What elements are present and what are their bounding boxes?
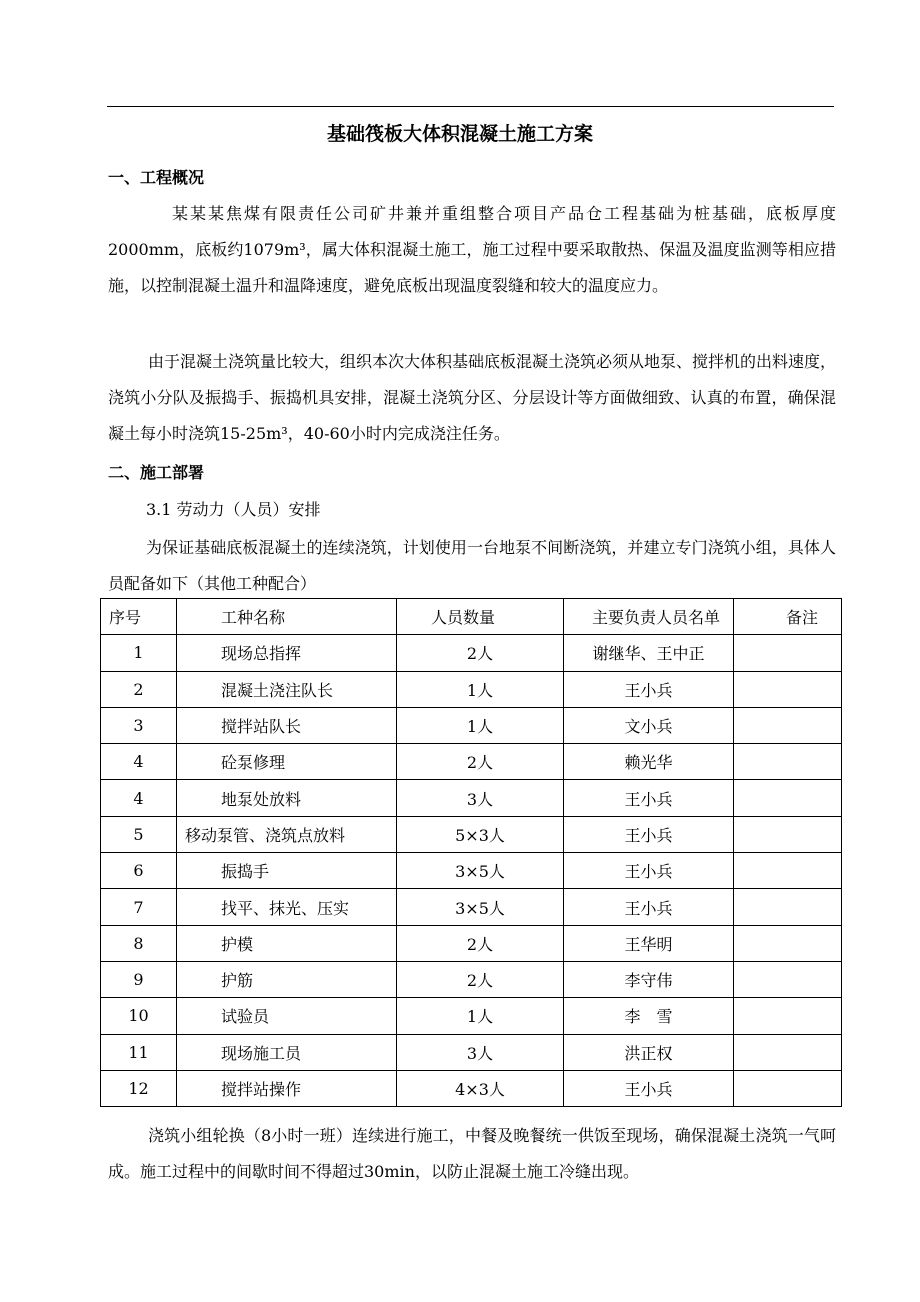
cell-names: 李守伟 bbox=[564, 961, 734, 997]
cell-count: 4×3人 bbox=[397, 1070, 564, 1106]
header-count: 人员数量 bbox=[397, 599, 564, 635]
cell-note bbox=[734, 707, 842, 743]
cell-count: 1人 bbox=[397, 707, 564, 743]
cell-count: 3人 bbox=[397, 780, 564, 816]
cell-names: 王小兵 bbox=[564, 816, 734, 852]
cell-count: 1人 bbox=[397, 671, 564, 707]
cell-job: 振捣手 bbox=[177, 853, 397, 889]
cell-no: 11 bbox=[101, 1034, 177, 1070]
section-heading-deployment: 二、施工部署 bbox=[108, 463, 205, 482]
cell-job: 护模 bbox=[177, 925, 397, 961]
staff-table bbox=[100, 598, 842, 1107]
cell-job: 移动泵管、浇筑点放料 bbox=[177, 816, 397, 852]
cell-note bbox=[734, 925, 842, 961]
cell-no: 12 bbox=[101, 1070, 177, 1106]
cell-count: 5×3人 bbox=[397, 816, 564, 852]
cell-names: 文小兵 bbox=[564, 707, 734, 743]
table-row bbox=[101, 780, 842, 816]
overview-paragraph-2: 由于混凝土浇筑量比较大，组织本次大体积基础底板混凝土浇筑必须从地泵、搅拌机的出料速度，浇筑小分队及振捣手、振捣机具安排，混凝土浇筑分区、分层设计等方面做细致、认真的布置，确保混凝土每小时浇筑15-25m³，40-60小时内完成浇注任务。 bbox=[108, 352, 837, 443]
cell-note bbox=[734, 998, 842, 1034]
cell-note bbox=[734, 889, 842, 925]
cell-job: 砼泵修理 bbox=[177, 744, 397, 780]
table-header-row bbox=[101, 599, 842, 635]
cell-note bbox=[734, 1070, 842, 1106]
cell-job: 找平、抹光、压实 bbox=[177, 889, 397, 925]
cell-names: 谢继华、王中正 bbox=[564, 635, 734, 671]
cell-job: 现场施工员 bbox=[177, 1034, 397, 1070]
cell-count: 3人 bbox=[397, 1034, 564, 1070]
table-row bbox=[101, 961, 842, 997]
labor-intro-paragraph: 为保证基础底板混凝土的连续浇筑，计划使用一台地泵不间断浇筑，并建立专门浇筑小组，具体人员配备如下（其他工种配合） bbox=[108, 538, 836, 593]
cell-names: 王小兵 bbox=[564, 889, 734, 925]
cell-no: 9 bbox=[101, 961, 177, 997]
cell-names: 洪正权 bbox=[564, 1034, 734, 1070]
labor-outro-paragraph: 浇筑小组轮换（8小时一班）连续进行施工，中餐及晚餐统一供饭至现场，确保混凝土浇筑一气呵成。施工过程中的间歇时间不得超过30min，以防止混凝土施工冷缝出现。 bbox=[108, 1126, 836, 1181]
cell-note bbox=[734, 961, 842, 997]
cell-names: 王小兵 bbox=[564, 780, 734, 816]
cell-names: 赖光华 bbox=[564, 744, 734, 780]
cell-job: 地泵处放料 bbox=[177, 780, 397, 816]
header-job: 工种名称 bbox=[177, 599, 397, 635]
cell-note bbox=[734, 744, 842, 780]
table-row bbox=[101, 853, 842, 889]
cell-note bbox=[734, 816, 842, 852]
table-row bbox=[101, 744, 842, 780]
cell-count: 2人 bbox=[397, 744, 564, 780]
table-row bbox=[101, 1034, 842, 1070]
table-row bbox=[101, 925, 842, 961]
cell-count: 3×5人 bbox=[397, 853, 564, 889]
cell-note bbox=[734, 853, 842, 889]
cell-no: 4 bbox=[101, 780, 177, 816]
document-title: 基础筏板大体积混凝土施工方案 bbox=[326, 123, 593, 145]
cell-note bbox=[734, 1034, 842, 1070]
subsection-heading-labor: 3.1 劳动力（人员）安排 bbox=[146, 500, 321, 519]
table-row bbox=[101, 889, 842, 925]
cell-names: 王华明 bbox=[564, 925, 734, 961]
cell-names: 王小兵 bbox=[564, 853, 734, 889]
table-row bbox=[101, 816, 842, 852]
cell-note bbox=[734, 780, 842, 816]
cell-count: 2人 bbox=[397, 635, 564, 671]
cell-no: 1 bbox=[101, 635, 177, 671]
cell-no: 7 bbox=[101, 889, 177, 925]
section-heading-overview: 一、工程概况 bbox=[108, 168, 205, 187]
header-no: 序号 bbox=[101, 599, 177, 635]
cell-job: 搅拌站队长 bbox=[177, 707, 397, 743]
header-rule bbox=[107, 106, 834, 107]
cell-names: 王小兵 bbox=[564, 1070, 734, 1106]
cell-no: 3 bbox=[101, 707, 177, 743]
cell-job: 混凝土浇注队长 bbox=[177, 671, 397, 707]
header-note: 备注 bbox=[734, 599, 842, 635]
overview-paragraph-1: 某某某焦煤有限责任公司矿井兼并重组整合项目产品仓工程基础为桩基础，底板厚度2000mm，底板约1079m³，属大体积混凝土施工，施工过程中要采取散热、保温及温度监测等相应措施，以控制混凝土温升和温降速度，避免底板出现温度裂缝和较大的温度应力。 bbox=[108, 204, 836, 295]
table-row bbox=[101, 998, 842, 1034]
cell-no: 8 bbox=[101, 925, 177, 961]
cell-job: 护筋 bbox=[177, 961, 397, 997]
cell-no: 2 bbox=[101, 671, 177, 707]
table-row bbox=[101, 707, 842, 743]
cell-no: 6 bbox=[101, 853, 177, 889]
cell-count: 2人 bbox=[397, 925, 564, 961]
cell-no: 4 bbox=[101, 744, 177, 780]
table-row bbox=[101, 1070, 842, 1106]
header-names: 主要负责人员名单 bbox=[564, 599, 734, 635]
table-row bbox=[101, 635, 842, 671]
cell-note bbox=[734, 671, 842, 707]
cell-count: 1人 bbox=[397, 998, 564, 1034]
cell-count: 3×5人 bbox=[397, 889, 564, 925]
cell-no: 10 bbox=[101, 998, 177, 1034]
cell-note bbox=[734, 635, 842, 671]
cell-job: 现场总指挥 bbox=[177, 635, 397, 671]
cell-job: 搅拌站操作 bbox=[177, 1070, 397, 1106]
cell-names: 李 雪 bbox=[564, 998, 734, 1034]
cell-no: 5 bbox=[101, 816, 177, 852]
cell-count: 2人 bbox=[397, 961, 564, 997]
table-row bbox=[101, 671, 842, 707]
cell-names: 王小兵 bbox=[564, 671, 734, 707]
cell-job: 试验员 bbox=[177, 998, 397, 1034]
